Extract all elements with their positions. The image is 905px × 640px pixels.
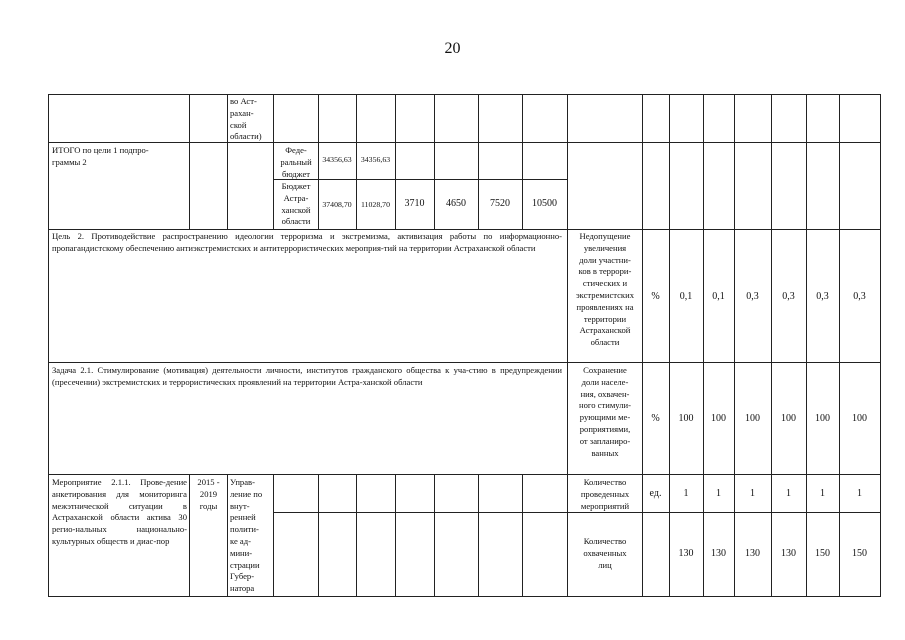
goal2-value-2015: 0,1: [712, 291, 725, 302]
goal2-value-2018: 0,3: [816, 291, 829, 302]
task21-value-2015: 100: [711, 413, 726, 424]
regional-value-total: 37408,70: [322, 200, 352, 209]
goal2-value-2019: 0,3: [853, 291, 866, 302]
goal2-value-2014: 0,1: [679, 291, 693, 302]
goal2-text: Цель 2. Противодействие распространению идеологии терроризма и экстремизма, активизация работы по информационно-пропагандистскому обеспечению антиэкстремистских и антитеррористических мероприя-тий на территории Астраханской области: [52, 231, 562, 253]
regional-budget-label: Бюджет Астра- ханской области: [281, 181, 311, 227]
goal2-value-2017: 0,3: [782, 291, 795, 302]
task21-indicator: Сохранение доли населе- ния, охвачен- ного стимули- рующими ме- роприятиями, от запланиро- ванных: [579, 365, 631, 458]
measure-events-2016: 1: [750, 488, 755, 499]
task21-value-2017: 100: [781, 413, 796, 424]
measure-events-2014: 1: [683, 488, 689, 499]
measure-people-2017: 130: [781, 548, 796, 559]
measure-text: Мероприятие 2.1.1. Прове-дение анкетирования для мониторинга межэтнической ситуации в Астраханской области актива 30 регио-нальных национально-культурных обществ и диас-пор: [52, 477, 187, 546]
measure-events-2017: 1: [786, 488, 791, 499]
measure-indicator-events: Количество проведенных мероприятий: [580, 477, 630, 511]
task21-value-2018: 100: [815, 413, 830, 424]
measure-people-2015: 130: [711, 548, 726, 559]
task21-text: Задача 2.1. Стимулирование (мотивация) деятельности личности, институтов гражданского общества к уча-стию в предупреждении (пресечении) экстремистских и террористических проявлений на территории Астра-ханской области: [52, 365, 562, 387]
itogo-label: ИТОГО по цели 1 подпро- граммы 2: [52, 145, 149, 167]
task21-value-2014: 100: [678, 413, 694, 424]
measure-events-2015: 1: [716, 488, 721, 499]
top-budget-label: во Аст- рахан- ской области): [230, 96, 262, 142]
federal-value-2015: 34356,63: [360, 155, 391, 164]
measure-indicator-events-unit: ед.: [649, 488, 662, 499]
goal2-value-2016: 0,3: [746, 291, 759, 302]
regional-value-2016: 3710: [404, 198, 425, 209]
measure-people-2018: 150: [815, 548, 830, 559]
federal-value-total: 34356,63: [322, 155, 352, 164]
measure-events-2018: 1: [820, 488, 825, 499]
regional-value-2017: 4650: [446, 198, 466, 209]
measure-people-2016: 130: [745, 548, 760, 559]
task21-value-2016: 100: [745, 413, 760, 424]
regional-value-2019: 10500: [532, 198, 557, 209]
measure-executor: Управ- ление по внут- ренней полити- ке ад- мини- страции Губер- натора: [230, 477, 263, 594]
goal2-indicator: Недопущение увеличения доли участни- ков в террори- стических и экстремистских проявлениях на территории Астраханской области: [575, 231, 635, 348]
measure-years: 2015 - 2019 годы: [197, 477, 220, 511]
regional-value-2018: 7520: [490, 198, 510, 209]
federal-budget-label: Феде- ральный бюджет: [280, 145, 312, 179]
goal2-unit: %: [651, 291, 660, 302]
task21-value-2019: 100: [852, 413, 867, 424]
measure-people-2019: 150: [852, 548, 867, 559]
measure-indicator-people: Количество охваченных лиц: [583, 536, 627, 570]
task21-unit: %: [651, 413, 660, 424]
measure-people-2014: 130: [678, 548, 694, 559]
measure-events-2019: 1: [857, 488, 862, 499]
page-number: 20: [444, 40, 461, 57]
regional-value-2015: 11028,70: [361, 200, 390, 209]
